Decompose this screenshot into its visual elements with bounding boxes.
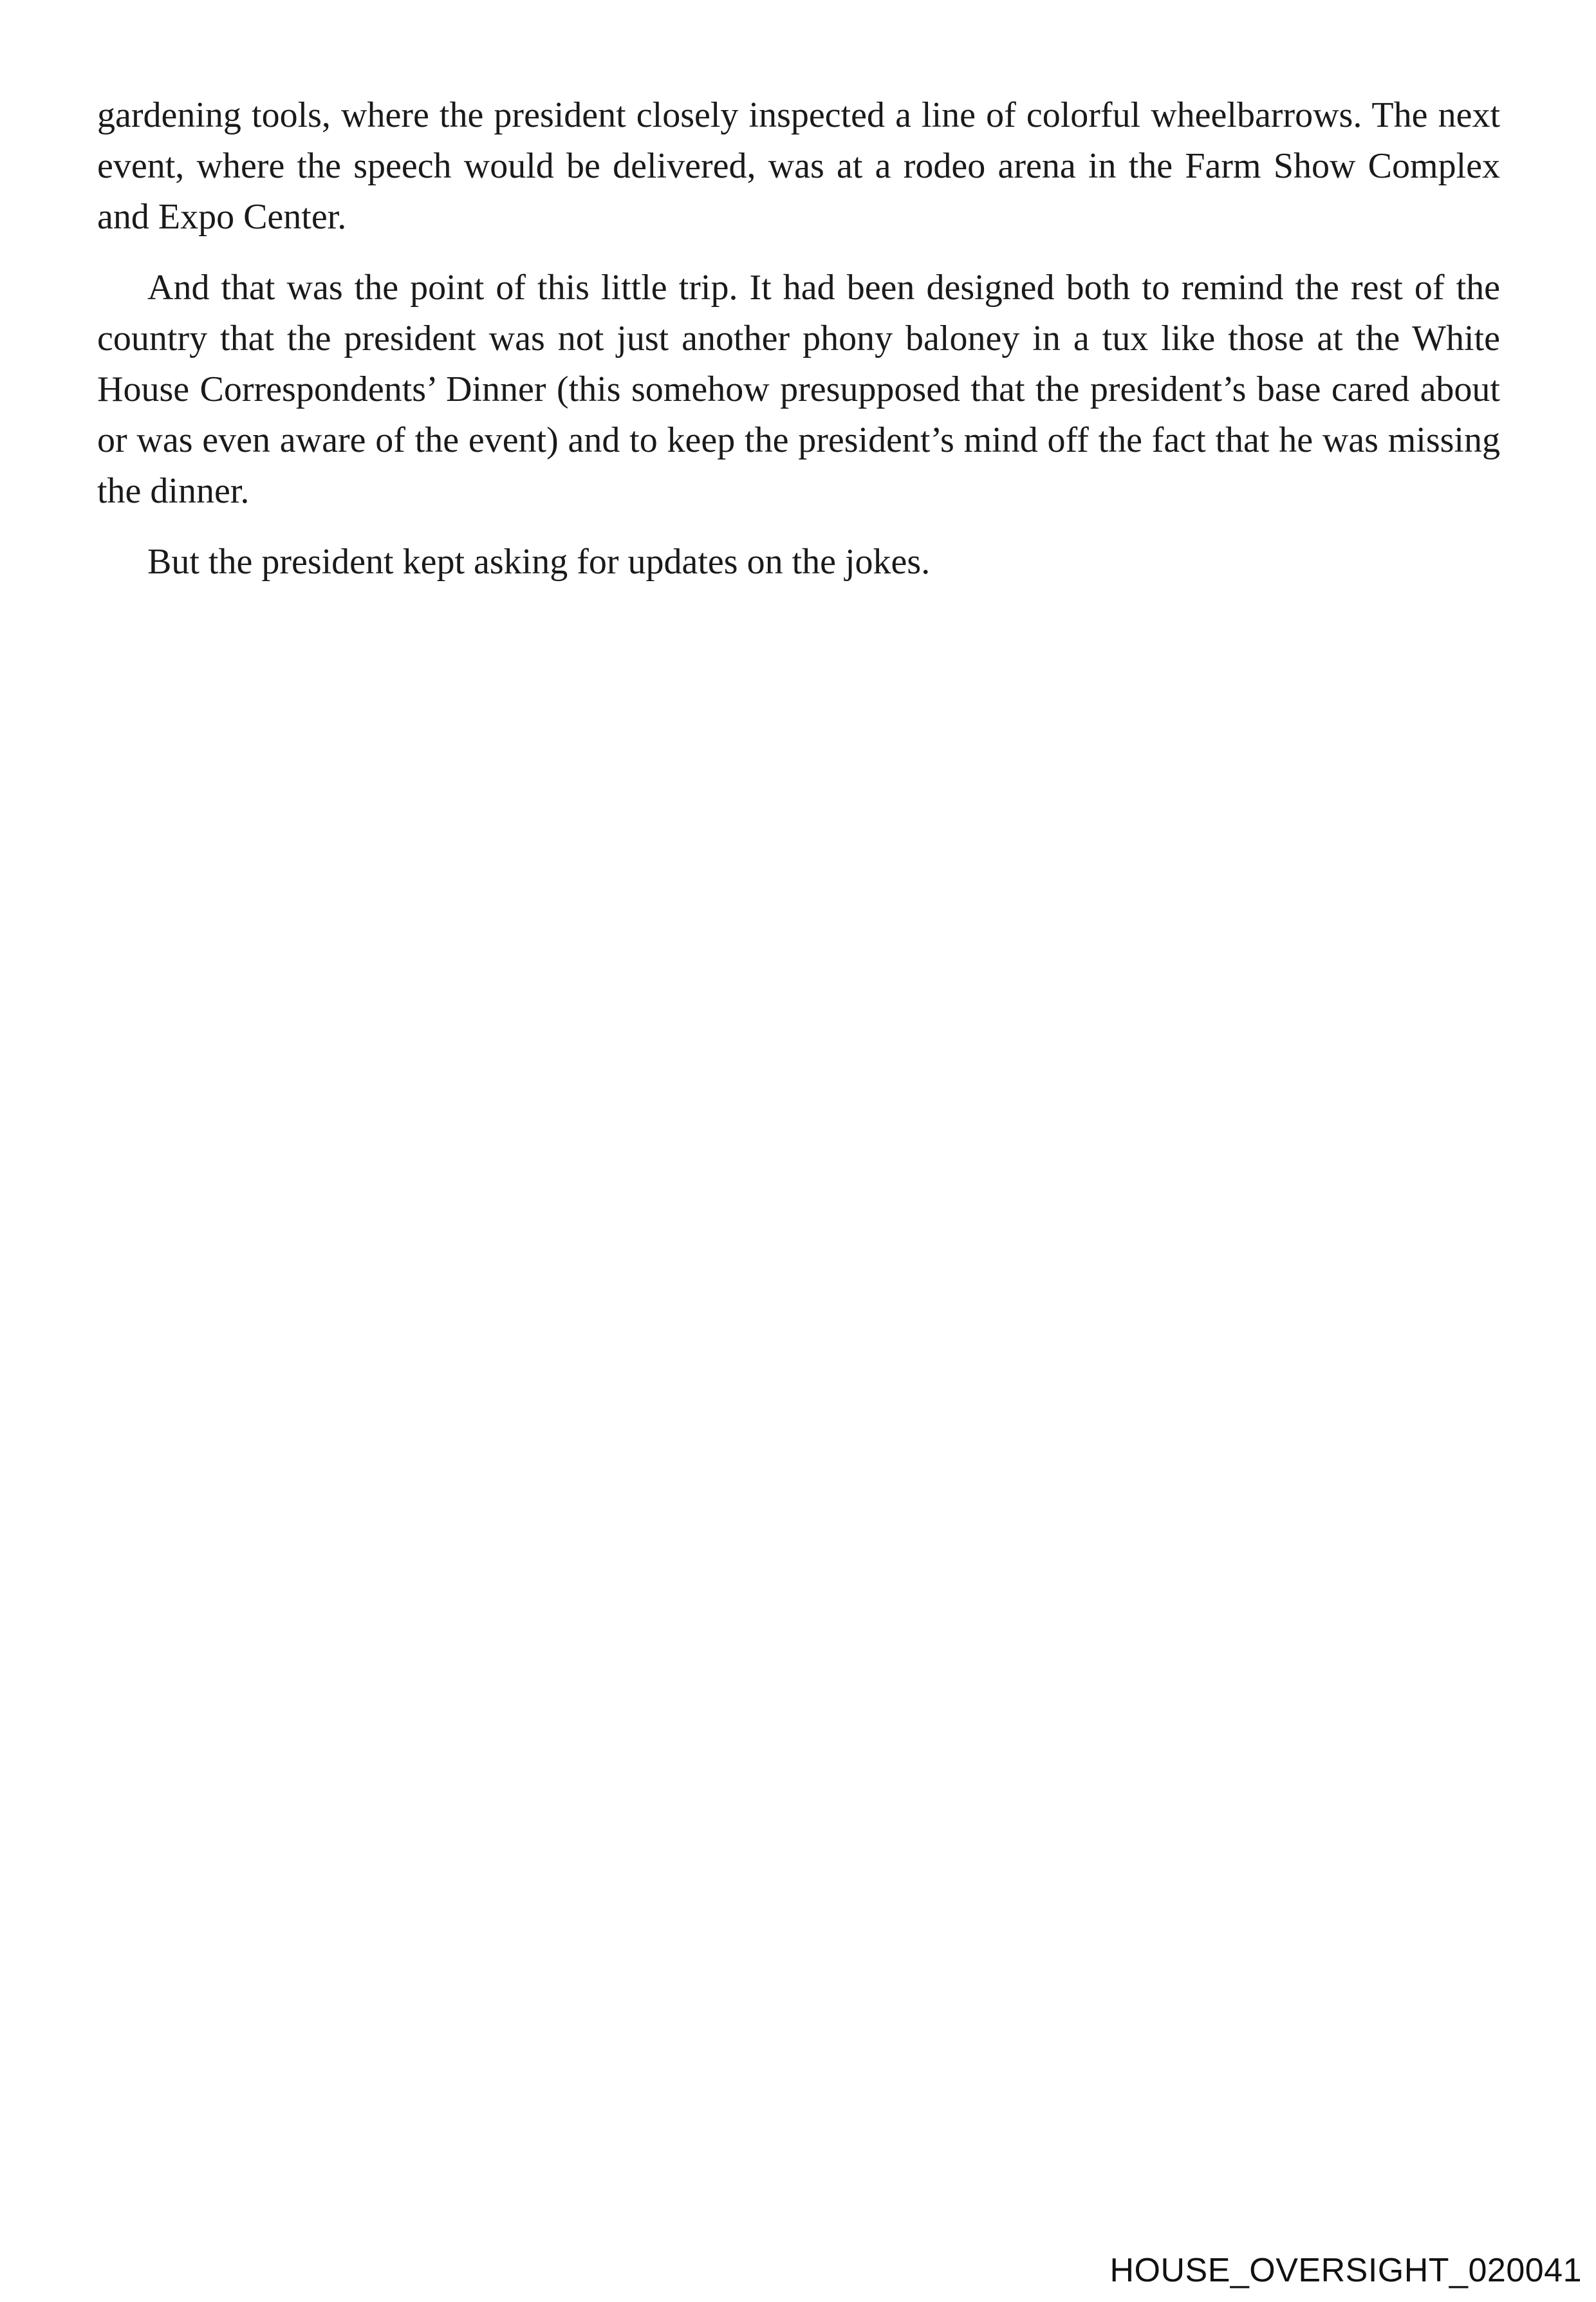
paragraph-continued: gardening tools, where the president closely inspected a line of colorful wheelbarrows. The next event, where the speech would be delivered, was at a rodeo arena in the Farm Show Complex and Expo Center. [97,95,1500,237]
body-text [97,90,1500,608]
document-id-stamp: HOUSE_OVERSIGHT_020041 [1109,2252,1582,2289]
paragraph: And that was the point of this little trip. It had been designed both to remind the rest of the country that the president was not just another phony baloney in a tux like those at the White House Correspondents’ Dinner (this somehow presupposed that the president’s base cared about or was even aware of the event) and to keep the president’s mind off the fact that he was missing the dinner. [97,268,1500,511]
paragraph: But the president kept asking for updates on the jokes. [147,542,931,582]
